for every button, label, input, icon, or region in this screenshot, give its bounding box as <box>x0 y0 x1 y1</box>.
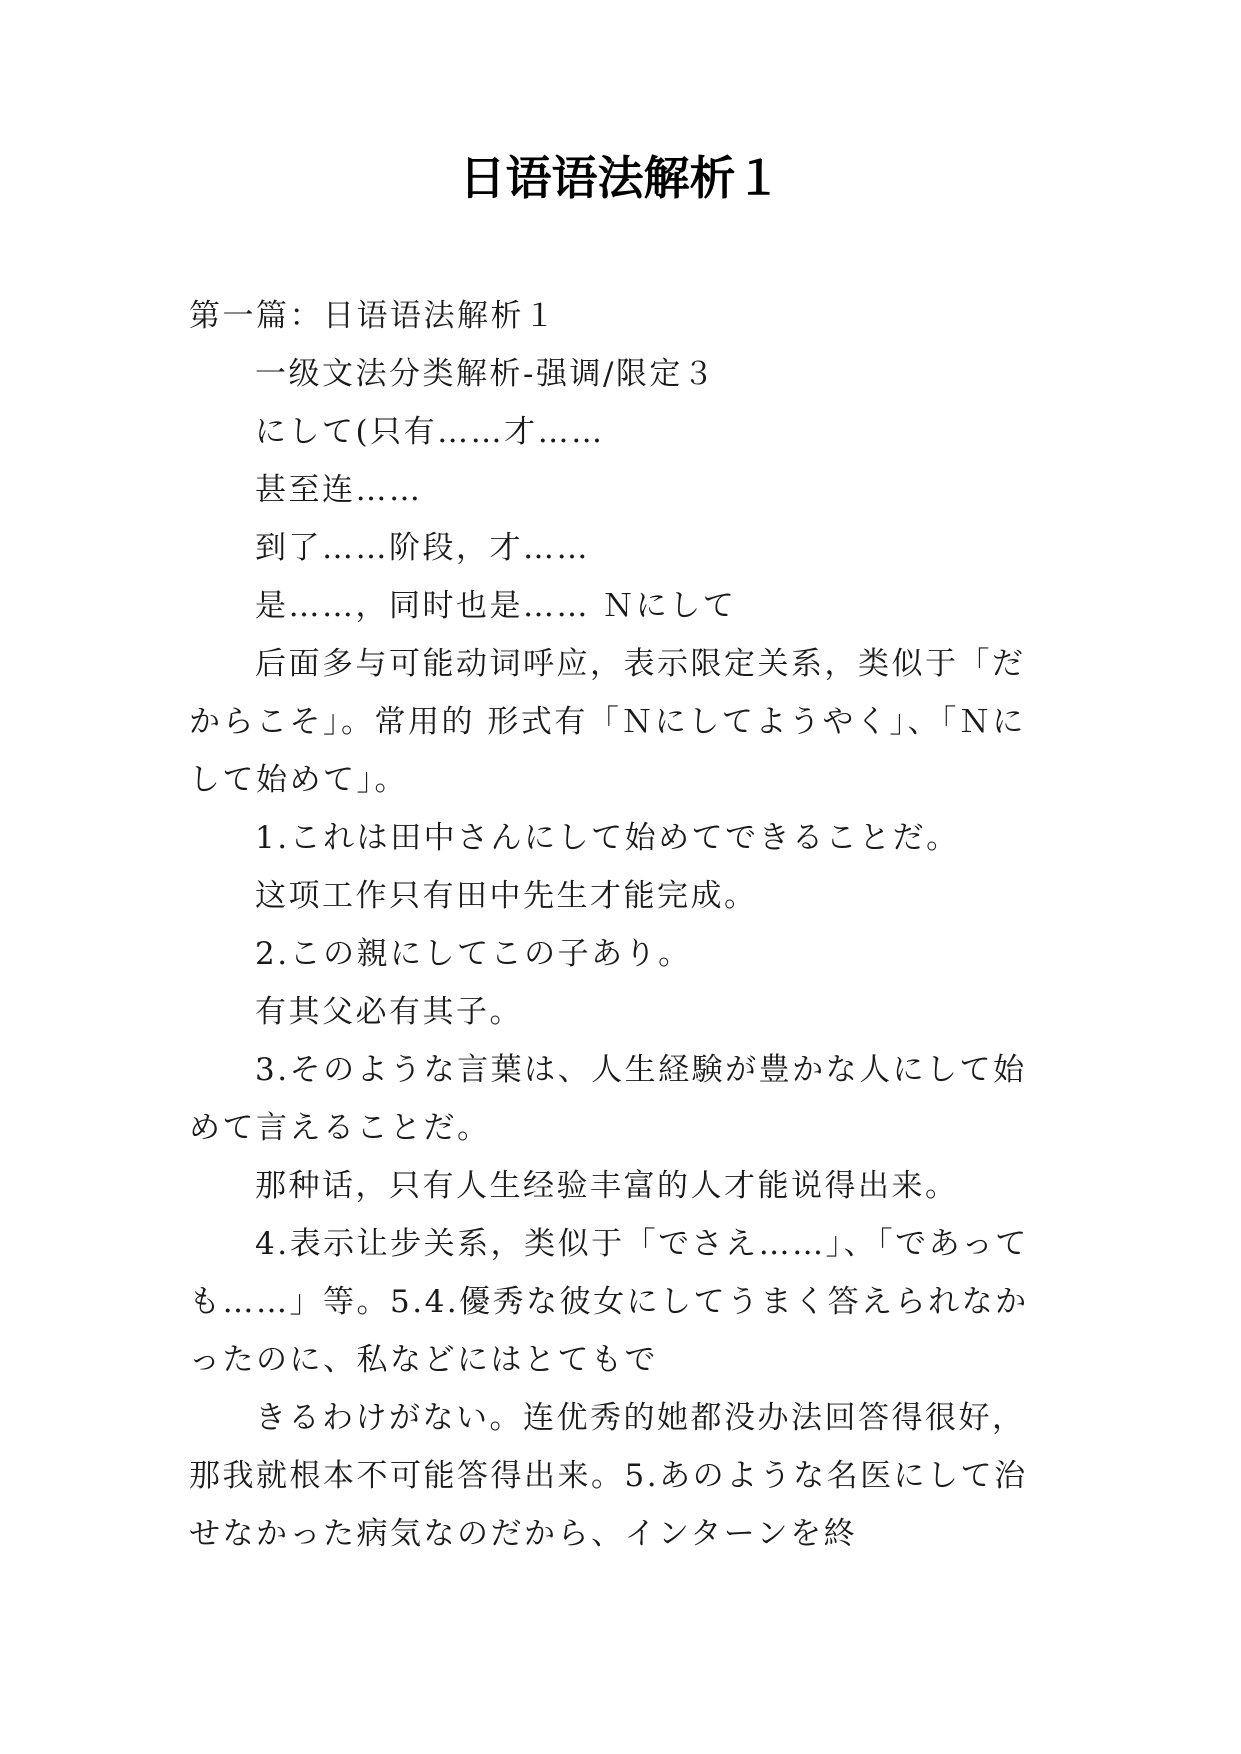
paragraph: 甚至连…… <box>255 472 423 508</box>
paragraph: にして(只有……才…… <box>255 414 605 450</box>
paragraph: 4.表示让步关系，类似于「でさえ……」、「であっても……」等。5.4.優秀な彼女にしてうまく答えられなかったのに、私などにはとてもで <box>189 1226 1029 1378</box>
document-title: 日语语法解析１ <box>459 151 782 205</box>
paragraph: きるわけがない。连优秀的她都没办法回答得很好，那我就根本不可能答得出来。5.あのような名医にして治せなかった病気なのだから、インターンを終 <box>189 1400 1028 1552</box>
paragraph: 后面多与可能动词呼应，表示限定关系，类似于「だからこそ」。常用的 形式有「Ｎにしてようやく」、「Ｎにして始めて」。 <box>189 646 1026 798</box>
paragraph: 到了……阶段，才…… <box>255 530 590 566</box>
paragraph: 第一篇：日语语法解析１ <box>189 298 558 334</box>
document-body <box>189 287 1051 1563</box>
paragraph: 2.この親にしてこの子あり。 <box>255 936 692 972</box>
paragraph: 一级文法分类解析-强调/限定３ <box>255 356 717 392</box>
paragraph: 这项工作只有田中先生才能完成。 <box>255 878 758 914</box>
paragraph: 那种话，只有人生经验丰富的人才能说得出来。 <box>255 1168 959 1204</box>
paragraph: 是……，同时也是…… Ｎにして <box>255 588 737 624</box>
paragraph: 有其父必有其子。 <box>255 994 523 1030</box>
paragraph: 1.これは田中さんにして始めてできることだ。 <box>255 820 960 856</box>
paragraph: 3.そのような言葉は、人生経験が豊かな人にして始めて言えることだ。 <box>189 1052 1027 1146</box>
